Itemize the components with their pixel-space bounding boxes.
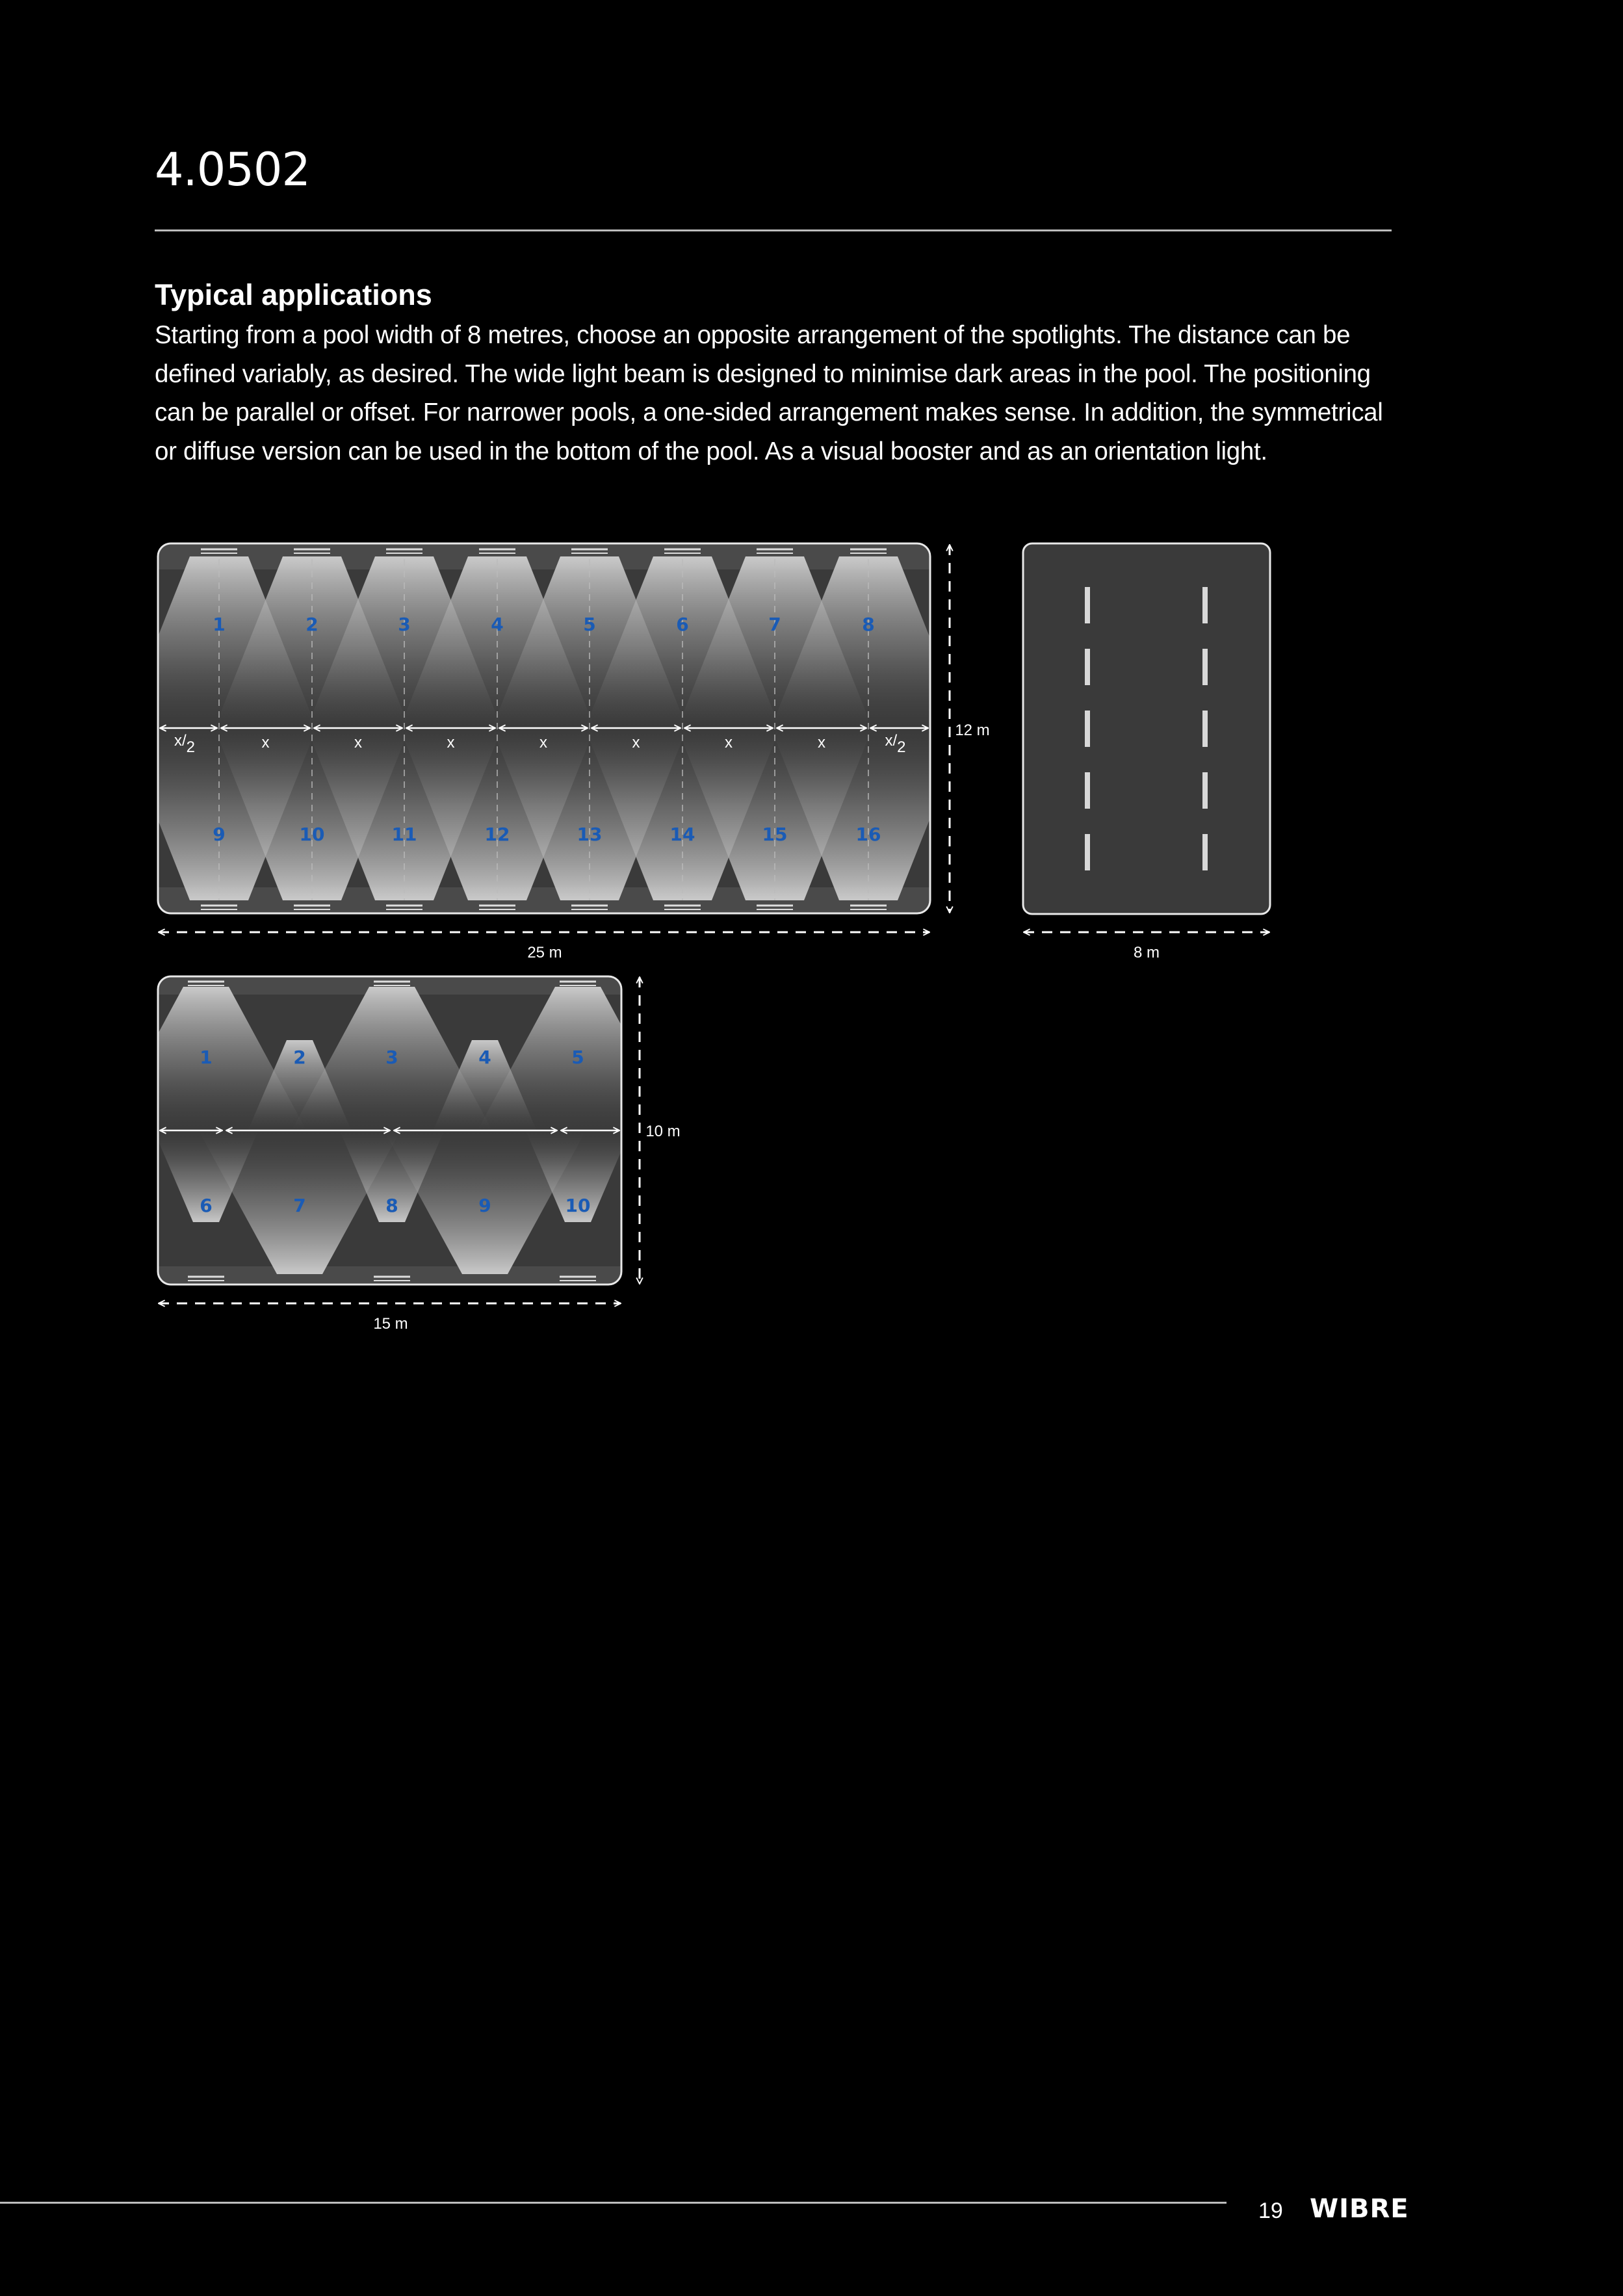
spacing-label: x [354, 734, 362, 751]
page-title: 4.0502 [155, 143, 310, 196]
light-number-bottom: 9 [478, 1195, 491, 1216]
footer-divider [0, 2202, 1227, 2204]
pool-15m-edge-bottom [158, 1266, 621, 1285]
lane-marker [1202, 772, 1208, 809]
light-number-top: 5 [571, 1047, 584, 1068]
light-number-top: 1 [213, 614, 226, 635]
page-number: 19 [1258, 2198, 1283, 2223]
light-number-bottom: 8 [385, 1195, 398, 1216]
light-number-top: 6 [676, 614, 689, 635]
spacing-label: x [261, 734, 270, 751]
light-number-bottom: 10 [299, 824, 325, 845]
light-number-top: 7 [768, 614, 781, 635]
light-number-bottom: 15 [762, 824, 788, 845]
spacing-label: x [447, 734, 455, 751]
light-number-top: 2 [305, 614, 318, 635]
pool-25m-length-label: 25 m [527, 944, 562, 961]
spacing-label: x [725, 734, 733, 751]
light-number-bottom: 10 [565, 1195, 591, 1216]
pool-8m-width-label: 8 m [1133, 944, 1160, 961]
lane-marker [1202, 587, 1208, 623]
spacing-label: x [818, 734, 825, 751]
pool-25m-edge-top [158, 543, 930, 569]
light-number-top: 3 [398, 614, 411, 635]
lane-marker [1202, 834, 1208, 870]
lane-marker [1085, 772, 1090, 809]
pool-25m-edge-bottom [158, 887, 930, 913]
section-heading: Typical applications [155, 278, 432, 311]
spacing-label: x [632, 734, 640, 751]
light-number-top: 8 [862, 614, 875, 635]
half-spacing-label: x/2 [885, 732, 906, 756]
light-number-bottom: 16 [855, 824, 881, 845]
brand-logo: WIBRE [1310, 2194, 1409, 2224]
light-number-bottom: 14 [669, 824, 695, 845]
light-number-bottom: 7 [293, 1195, 306, 1216]
light-number-top: 5 [583, 614, 596, 635]
lane-marker [1085, 649, 1090, 685]
pool-25m-diagram [122, 543, 966, 913]
pool-15m-diagram [105, 976, 679, 1285]
light-number-bottom: 6 [200, 1195, 213, 1216]
light-number-bottom: 11 [391, 824, 417, 845]
pool-15m-length-label: 15 m [373, 1315, 408, 1333]
light-number-top: 4 [478, 1047, 491, 1068]
lane-marker [1085, 711, 1090, 747]
light-number-bottom: 9 [213, 824, 226, 845]
light-number-top: 3 [385, 1047, 398, 1068]
half-spacing-label: x/2 [174, 732, 196, 756]
pool-8m-basin [1023, 543, 1270, 914]
lane-marker [1202, 711, 1208, 747]
pool-25m-width-label: 12 m [955, 722, 990, 739]
light-number-top: 2 [293, 1047, 306, 1068]
lane-marker [1202, 649, 1208, 685]
light-number-bottom: 12 [484, 824, 510, 845]
light-number-top: 1 [200, 1047, 213, 1068]
pool-8m-lanes-diagram [1023, 543, 1270, 914]
lane-marker [1085, 834, 1090, 870]
light-number-top: 4 [491, 614, 504, 635]
light-number-bottom: 13 [577, 824, 603, 845]
spacing-label: x [539, 734, 547, 751]
lane-marker [1085, 587, 1090, 623]
pool-15m-width-label: 10 m [645, 1123, 681, 1140]
section-body: Starting from a pool width of 8 metres, choose an opposite arrangement of the spotlights. The distance can be defined variably, as desired. The wide light beam is designed to minimise dark areas in the pool. The positioning can be parallel or offset. For narrower pools, a one-sided arrangement makes sense. In addition, the symmetrical or diffuse version can be used in the bottom of the pool. As a visual booster and as an orientation light. [155, 321, 1383, 465]
